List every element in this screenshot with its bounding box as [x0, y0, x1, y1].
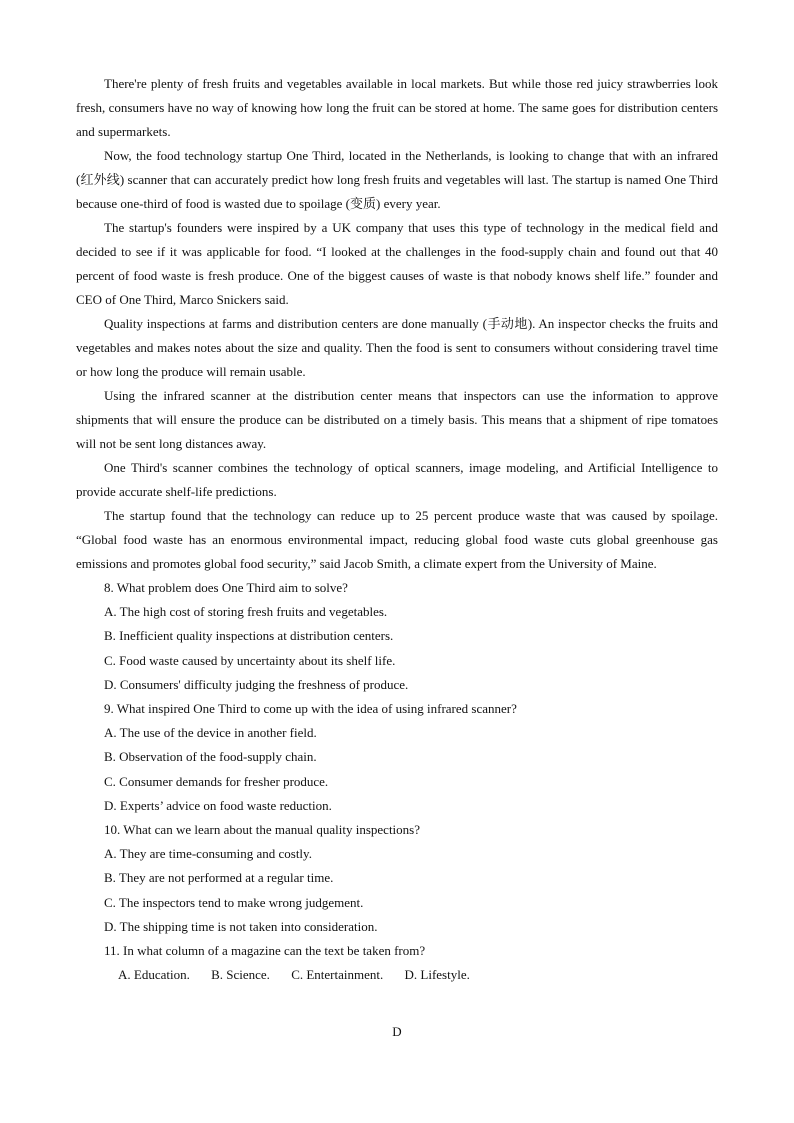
question-stem: 8. What problem does One Third aim to solve?	[104, 580, 348, 595]
option-c: C. Entertainment.	[291, 967, 384, 983]
inline-options	[118, 963, 718, 987]
question-9	[76, 697, 718, 818]
passage-paragraph-5: Using the infrared scanner at the distribution center means that inspectors can use the information to approve shipments that will ensure the produce can be distributed on a timely basis. This means that a shipment of ripe tomatoes will not be sent long distances away.	[76, 388, 718, 451]
question-stem: 9. What inspired One Third to come up with the idea of using infrared scanner?	[104, 701, 517, 717]
option-b: B. Inefficient quality inspections at distribution centers.	[104, 628, 394, 644]
option-a: A. Education.	[118, 967, 190, 983]
option-b: B. Observation of the food-supply chain.	[104, 749, 317, 765]
option-b: B. Science.	[211, 967, 270, 983]
option-d: D. Experts’ advice on food waste reduction.	[104, 797, 332, 813]
passage-paragraph-3: The startup's founders were inspired by a UK company that uses this type of technology in the medical field and decided to see if it was applicable for food. “I looked at the challenges in the food-supply chain and found out that 40 percent of food waste is fresh produce. One of the biggest causes of waste is that nobody knows shelf life.” founder and CEO of One Third, Marco Snickers said.	[76, 220, 718, 307]
next-section-heading: D	[392, 1024, 402, 1039]
document-page	[76, 72, 718, 987]
option-a: A. They are time-consuming and costly.	[104, 846, 312, 862]
option-d: D. Lifestyle.	[404, 967, 470, 983]
option-c: C. The inspectors tend to make wrong judgement.	[104, 894, 364, 910]
option-c: C. Food waste caused by uncertainty about its shelf life.	[104, 652, 396, 668]
passage-paragraph-7: The startup found that the technology can reduce up to 25 percent produce waste that was caused by spoilage. “Global food waste has an enormous environmental impact, reducing global food waste cuts global greenhouse gas emissions and promotes global food security,” said Jacob Smith, a climate expert from the University of Maine.	[76, 508, 718, 571]
option-b: B. They are not performed at a regular time.	[104, 870, 334, 886]
option-d: D. The shipping time is not taken into consideration.	[104, 918, 378, 934]
question-10	[76, 818, 718, 939]
option-a: A. The use of the device in another field.	[104, 725, 317, 741]
option-d: D. Consumers' difficulty judging the freshness of produce.	[104, 676, 409, 692]
passage-paragraph-6: One Third's scanner combines the technology of optical scanners, image modeling, and Artificial Intelligence to provide accurate shelf-life predictions.	[76, 460, 718, 499]
question-11	[76, 939, 718, 987]
option-c: C. Consumer demands for fresher produce.	[104, 773, 329, 789]
option-a: A. The high cost of storing fresh fruits and vegetables.	[104, 604, 388, 620]
question-stem: 11. In what column of a magazine can the text be taken from?	[104, 943, 426, 959]
passage-paragraph-2: Now, the food technology startup One Third, located in the Netherlands, is looking to change that with an infrared (红外线) scanner that can accurately predict how long fresh fruits and vegetables will last. The startup is named One Third because one-third of food is wasted due to spoilage (变质) every year.	[76, 148, 718, 211]
question-8	[76, 576, 718, 697]
question-stem: 10. What can we learn about the manual quality inspections?	[104, 822, 420, 838]
passage-paragraph-4: Quality inspections at farms and distribution centers are done manually (手动地). An inspector checks the fruits and vegetables and makes notes about the size and quality. Then the food is sent to consumers without considering travel time or how long the produce will remain usable.	[76, 316, 718, 379]
passage-paragraph-1: There're plenty of fresh fruits and vegetables available in local markets. But while those red juicy strawberries look fresh, consumers have no way of knowing how long the fruit can be stored at home. The same goes for distribution centers and supermarkets.	[76, 76, 718, 139]
